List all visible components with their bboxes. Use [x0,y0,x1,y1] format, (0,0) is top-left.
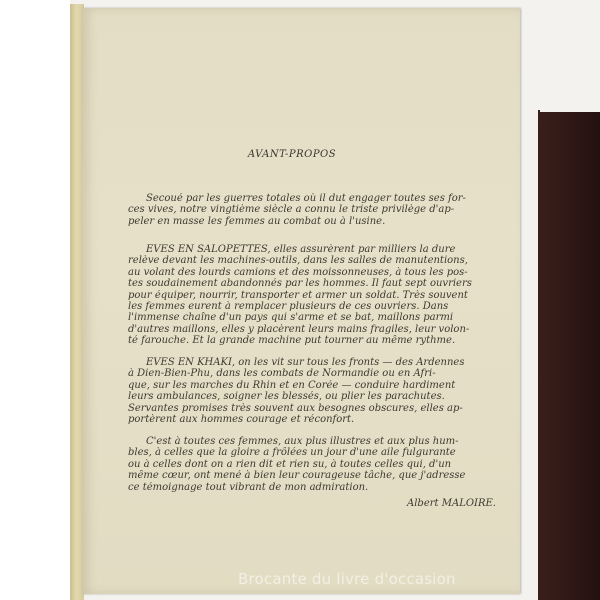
paragraph-dedication [128,436,500,493]
text-line: bles, à celles que la gloire a frôlées un jour d'une aile fulgurante [128,447,456,459]
text-line: portèrent aux hommes courage et réconfort. [128,414,355,426]
text-line: les femmes eurent à remplacer plusieurs de ces ouvriers. Dans [128,301,449,313]
paragraph-khaki [128,357,500,425]
book-page [82,8,520,594]
text-line: l'immense chaîne d'un pays qui s'arme et se bat, maillons parmi [128,312,454,324]
page-heading: AVANT-PROPOS [247,149,337,160]
text-line: EVES EN KHAKI, on les vit sur tous les fronts — des Ardennes [146,357,465,368]
text-line: Secoué par les guerres totales où il dut engager toutes ses for- [146,193,466,204]
text-line: au volant des lourds camions et des moissonneuses, à tous les pos- [128,266,468,278]
text-line: leurs ambulances, soigner les blessés, ou plier les parachutes. [128,391,445,403]
text-line: C'est à toutes ces femmes, aux plus illustres et aux plus hum- [146,436,459,447]
text-line: que, sur les marches du Rhin et en Corée — conduire hardiment [128,379,456,391]
text-line: d'autres maillons, elles y placèrent leurs mains fragiles, leur volon- [128,323,470,335]
text-line: relève devant les machines-outils, dans les salles de manutentions, [128,255,468,267]
watermark-text: Brocante du livre d'occasion [238,570,456,588]
text-line: tes soudainement abandonnés par les hommes. Il faut sept ouvriers [128,278,472,290]
text-line: même cœur, ont mené à bien leur courageuse tâche, que j'adresse [128,470,466,482]
text-line: peler en masse les femmes au combat ou à l'usine. [128,215,386,227]
text-line: EVES EN SALOPETTES, elles assurèrent par milliers la dure [146,244,456,255]
text-line: té farouche. Et la grande machine put tourner au même rythme. [128,335,456,347]
book-cover-edge [538,110,600,600]
author-signature: Albert MALOIRE. [407,498,496,509]
text-line: pour équiper, nourrir, transporter et armer un soldat. Très souvent [128,289,468,301]
text-line: ces vives, notre vingtième siècle a connu le triste privilège d'ap- [128,204,455,216]
background [0,0,70,600]
text-line: à Dien-Bien-Phu, dans les combats de Normandie ou en Afri- [128,368,436,380]
text-line: ou à celles dont on a rien dit et rien su, à toutes celles qui, d'un [128,458,452,470]
background-top-right [540,0,600,112]
paragraph-intro [128,193,500,227]
text-line: Servantes promises très souvent aux besognes obscures, elles ap- [128,402,463,414]
paragraph-salopettes [128,244,500,347]
text-line: ce témoignage tout vibrant de mon admiration. [128,481,369,493]
